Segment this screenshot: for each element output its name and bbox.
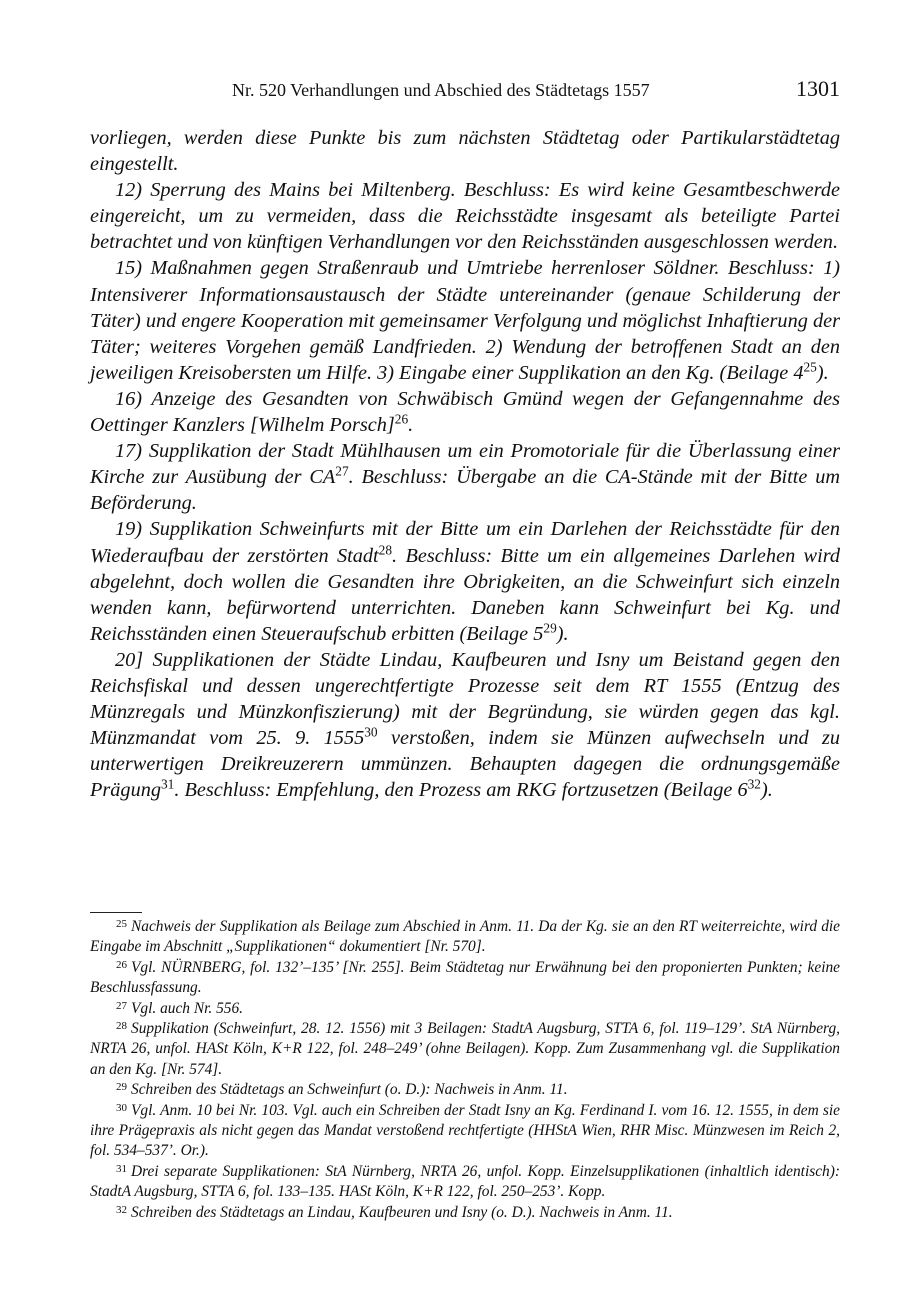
page-header xyxy=(90,76,840,106)
footnote: $^{27}$ Vgl. auch Nr. 556. xyxy=(116,999,244,1017)
footnote-ref[interactable]: 32 xyxy=(747,776,761,792)
footnote-ref[interactable]: 25 xyxy=(803,359,817,375)
footnote-number: 25 xyxy=(116,918,127,931)
paragraph: 19) Supplikation Schweinfurts mit der Bitte um ein Darlehen der Reichsstädte für den Wiederaufbau der zerstörten Stadt$^{28}$. Beschluss: Bitte um ein allgemeines Darlehen wird abgelehnt, doch wollen die Gesandten ihre Obrigkeiten, an die Schweinfurt sich einzeln wenden kann, befürwortend unterrichten. Daneben kann Schweinfurt bei Kg. und Reichsständen einen Steueraufschub erbitten (Beilage $5^{29}$). xyxy=(90,518,840,645)
footnote-number: 32 xyxy=(116,1203,127,1216)
footnote-ref[interactable]: 26 xyxy=(394,411,409,427)
footnote-ref[interactable]: 29 xyxy=(543,620,557,636)
paragraph: 17) Supplikation der Stadt Mühlhausen um ein Promotoriale für die Überlassung einer Kirche zur Ausübung der CA$^{27}$. Beschluss: Übergabe an die CA-Stände mit der Bitte um Beförderung. xyxy=(90,440,840,515)
footnote: $^{25}$ Nachweis der Supplikation als Beilage zum Abschied in Anm. 11. Da der Kg. sie an den RT weiterreichte, wird die Eingabe im Abschnitt „Supplikationen“ dokumentiert [Nr. 570]. xyxy=(90,918,840,956)
footnotes xyxy=(90,917,840,1223)
paragraph: vorliegen, werden diese Punkte bis zum nächsten Städtetag oder Partikularstädtetag eingestellt. xyxy=(90,127,840,176)
footnote-number: 29 xyxy=(116,1081,127,1094)
footnote-ref[interactable]: 27 xyxy=(335,463,349,479)
footnote-number: 31 xyxy=(116,1163,127,1176)
footnote-ref[interactable]: 28 xyxy=(378,542,393,558)
page-number: 1301 xyxy=(796,76,840,101)
footnote: $^{26}$ Vgl. NÜRNBERG, fol. 132’–135’ [Nr. 255]. Beim Städtetag nur Erwähnung bei den proponierten Punkten; keine Beschlussfassung. xyxy=(90,958,840,997)
paragraph: 16) Anzeige des Gesandten von Schwäbisch Gmünd wegen der Gefangennahme des Oettinger Kanzlers [Wilhelm Porsch]$^{26}$. xyxy=(90,387,840,437)
footnote-ref[interactable]: 30 xyxy=(364,724,378,740)
paragraph: 20] Supplikationen der Städte Lindau, Kaufbeuren und Isny um Beistand gegen den Reichsfiskal und dessen ungerechtfertigte Prozesse seit dem RT 1555 (Entzug des Münzregals und Münzkonfiszierung) mit der Begründung, sie würden gegen das kgl. Münzmandat vom 25. 9. 1555$^{30}$ verstoßen, indem sie Münzen aufwechseln und zu unterwertigen Dreikreuzerern ummünzen. Behaupten dagegen die ordnungsgemäße Prägung$^{31}$. Beschluss: Empfehlung, den Prozess am RKG fortzusetzen (Beilage $6^{32}$). xyxy=(90,648,840,802)
footnote-number: 26 xyxy=(116,958,127,971)
footnote: $^{29}$ Schreiben des Städtetags an Schweinfurt (o. D.): Nachweis in Anm. 11. xyxy=(116,1081,568,1099)
footnote-number: 28 xyxy=(116,1020,127,1033)
footnote-number: 27 xyxy=(116,999,127,1012)
main-text xyxy=(90,125,840,803)
paragraph: 12) Sperrung des Mains bei Miltenberg. Beschluss: Es wird keine Gesamtbeschwerde eingereicht, um zu vermeiden, dass die Reichsstädte insgesamt als beteiligte Partei betrachtet und von künftigen Verhandlungen vor den Reichsständen ausgeschlossen werden. xyxy=(90,179,840,254)
footnote: $^{32}$ Schreiben des Städtetags an Lindau, Kaufbeuren und Isny (o. D.). Nachweis in Anm. 11. xyxy=(116,1203,673,1221)
footnote: $^{30}$ Vgl. Anm. 10 bei Nr. 103. Vgl. auch ein Schreiben der Stadt Isny an Kg. Ferdinand I. vom 16. 12. 1555, in dem sie ihre Prägepraxis als nicht gegen das Mandat verstoßend rechtfertigte (HHStA Wien, RHR Misc. Münzwesen im Reich 2, fol. 534–537’. Or.). xyxy=(90,1101,840,1160)
running-title: Nr. 520 Verhandlungen und Abschied des Städtetags 1557 xyxy=(232,80,650,100)
footnote-divider xyxy=(90,912,142,913)
footnote-ref[interactable]: 31 xyxy=(160,776,175,792)
footnote-number: 30 xyxy=(116,1101,127,1114)
footnote: $^{31}$ Drei separate Supplikationen: StA Nürnberg, NRTA 26, unfol. Kopp. Einzelsupplikationen (inhaltlich identisch): StadtA Augsburg, STTA 6, fol. 133–135. HASt Köln, K+R 122, fol. 250–253’. Kopp. xyxy=(90,1162,840,1201)
paragraph: 15) Maßnahmen gegen Straßenraub und Umtriebe herrenloser Söldner. Beschluss: 1) Intensiverer Informationsaustausch der Städte untereinander (genaue Schilderung der Täter) und engere Kooperation mit gemeinsamer Verfolgung und möglichst Inhaftierung der Täter; weiteres Vorgehen gemäß Landfrieden. 2) Wendung der betroffenen Stadt an den jeweiligen Kreisobersten um Hilfe. 3) Eingabe einer Supplikation an den Kg. (Beilage $4^{25}$). xyxy=(90,257,840,384)
footnote: $^{28}$ Supplikation (Schweinfurt, 28. 12. 1556) mit 3 Beilagen: StadtA Augsburg, STTA 6, fol. 119–129’. StA Nürnberg, NRTA 26, unfol. HASt Köln, K+R 122, fol. 248–249’ (ohne Beilagen). Kopp. Zum Zusammenhang vgl. die Supplikation an den Kg. [Nr. 574]. xyxy=(90,1020,840,1078)
